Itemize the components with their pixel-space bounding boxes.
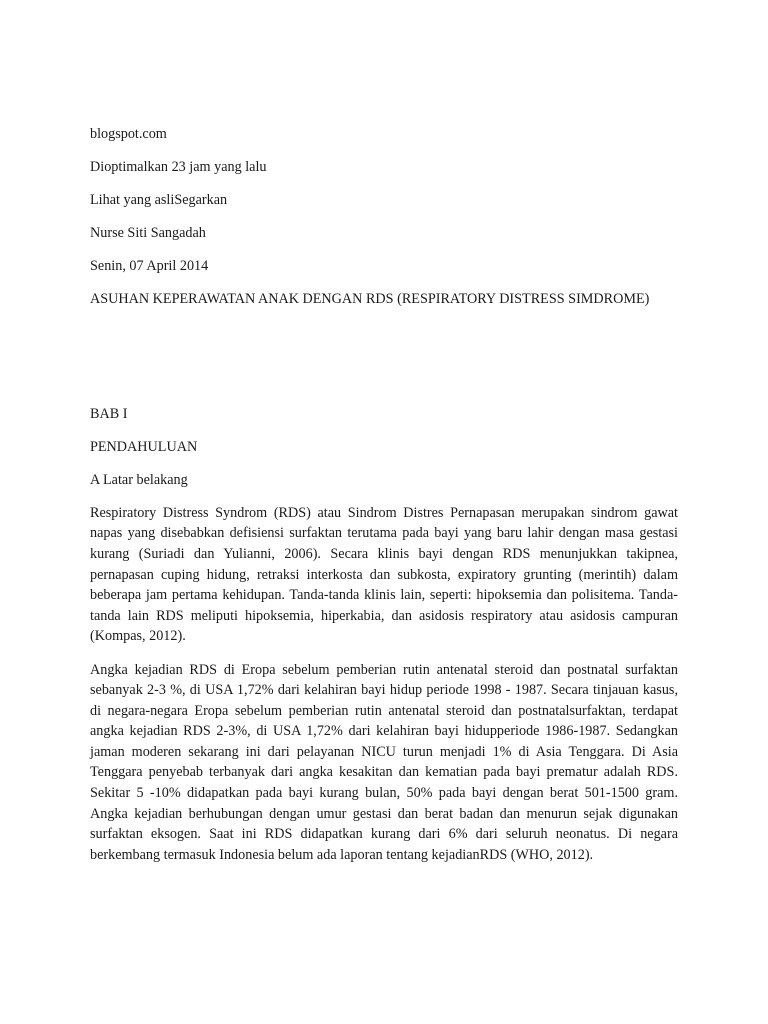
paragraph: Angka kejadian RDS di Eropa sebelum pemberian rutin antenatal steroid dan postnatal surfaktan sebanyak 2-3 %, di USA 1,72% dari kelahiran bayi hidup periode 1998 - 1987. Secara tinjauan kasus, di negara-negara Eropa sebelum pemberian rutin antenatal steroid dan postnatalsurfaktan, terdapat angka kejadian RDS 2-3%, di USA 1,72% dari kelahiran bayi hidupperiode 1986-1987. Sedangkan jaman moderen sekarang ini dari pelayanan NICU turun menjadi 1% di Asia Tenggara. Di Asia Tenggara penyebab terbanyak dari angka kesakitan dan kematian pada bayi prematur adalah RDS. Sekitar 5 -10% didapatkan pada bayi kurang bulan, 50% pada bayi dengan berat 501-1500 gram. Angka kejadian berhubungan dengan umur gestasi dan berat badan dan menurun sejak digunakan surfaktan eksogen. Saat ini RDS didapatkan kurang dari 6% dari seluruh neonatus. Di negara berkembang termasuk Indonesia belum ada laporan tentang kejadianRDS (WHO, 2012).: [90, 661, 678, 863]
author-name: Nurse Siti Sangadah: [90, 225, 206, 242]
chapter-title: PENDAHULUAN: [90, 438, 198, 455]
post-date: Senin, 07 April 2014: [90, 258, 209, 275]
document-body: [90, 124, 678, 878]
blank-space: [90, 323, 678, 404]
chapter-number: BAB I: [90, 405, 128, 422]
optimized-note: Dioptimalkan 23 jam yang lalu: [90, 159, 267, 176]
source-site: blogspot.com: [90, 126, 167, 142]
document-title: ASUHAN KEPERAWATAN ANAK DENGAN RDS (RESPIRATORY DISTRESS SIMDROME): [90, 291, 650, 308]
paragraph: Respiratory Distress Syndrom (RDS) atau Sindrom Distres Pernapasan merupakan sindrom gawat napas yang disebabkan defisiensi surfaktan terutama pada bayi yang baru lahir dengan masa gestasi kurang (Suriadi dan Yulianni, 2006). Secara klinis bayi dengan RDS menunjukkan takipnea, pernapasan cuping hidung, retraksi interkosta dan subkosta, expiratory grunting (merintih) dalam beberapa jam pertama kehidupan. Tanda-tanda klinis lain, seperti: hipoksemia dan polisitema. Tanda-tanda lain RDS meliputi hipoksemia, hiperkabia, dan asidosis respiratory atau asidosis campuran (Kompas, 2012).: [90, 504, 678, 645]
section-heading: A Latar belakang: [90, 471, 188, 488]
view-original-refresh-links: Lihat yang asliSegarkan: [90, 192, 228, 209]
